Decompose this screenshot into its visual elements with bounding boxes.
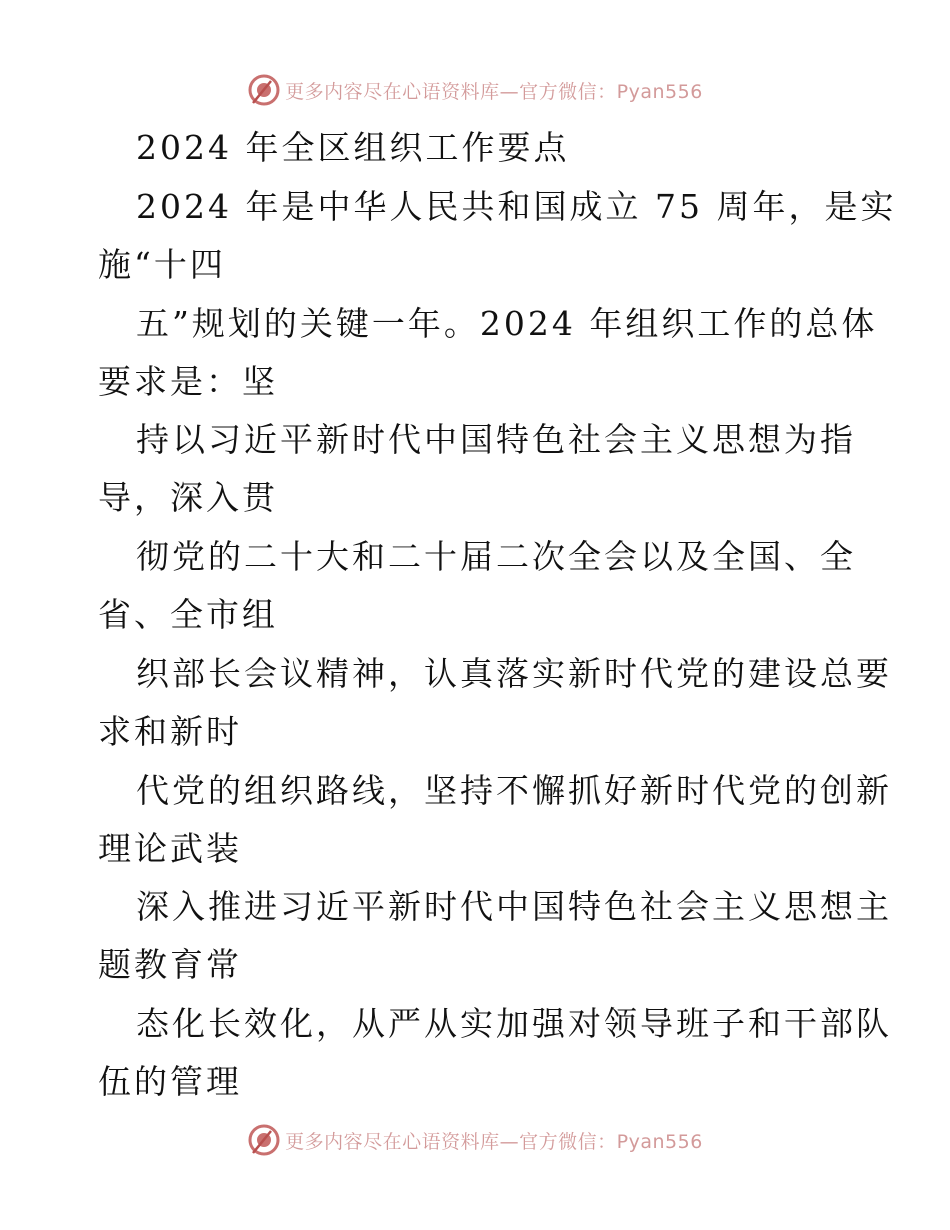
paragraph-line: 施“十四 bbox=[98, 245, 226, 284]
paragraph-line: 2024 年是中华人民共和国成立 75 周年，是实 bbox=[136, 187, 897, 226]
document-title: 2024 年全区组织工作要点 bbox=[136, 128, 570, 167]
watermark-text: 更多内容尽在心语资料库—官方微信：Pyan556 bbox=[285, 80, 703, 103]
paragraph-line: 理论武装 bbox=[98, 829, 242, 868]
paragraph-line: 深入推进习近平新时代中国特色社会主义思想主 bbox=[136, 887, 892, 926]
paragraph-line: 省、全市组 bbox=[98, 595, 278, 634]
paragraph-line: 导，深入贯 bbox=[98, 478, 278, 517]
paragraph-line: 题教育常 bbox=[98, 945, 242, 984]
watermark-header bbox=[0, 70, 950, 110]
watermark-footer bbox=[0, 1120, 950, 1160]
quill-seal-icon bbox=[247, 1123, 281, 1157]
quill-seal-icon bbox=[247, 73, 281, 107]
paragraph-line: 织部长会议精神，认真落实新时代党的建设总要 bbox=[136, 654, 892, 693]
paragraph-line: 态化长效化，从严从实加强对领导班子和干部队 bbox=[136, 1004, 892, 1043]
paragraph-line: 代党的组织路线，坚持不懈抓好新时代党的创新 bbox=[136, 771, 892, 810]
paragraph-line: 伍的管理 bbox=[98, 1062, 242, 1101]
watermark-text: 更多内容尽在心语资料库—官方微信：Pyan556 bbox=[285, 1130, 703, 1153]
paragraph-line: 持以习近平新时代中国特色社会主义思想为指 bbox=[136, 420, 856, 459]
paragraph-line: 彻党的二十大和二十届二次全会以及全国、全 bbox=[136, 537, 856, 576]
paragraph-line: 要求是：坚 bbox=[98, 362, 278, 401]
paragraph-line: 求和新时 bbox=[98, 712, 242, 751]
paragraph-line: 五”规划的关键一年。2024 年组织工作的总体 bbox=[136, 304, 878, 343]
